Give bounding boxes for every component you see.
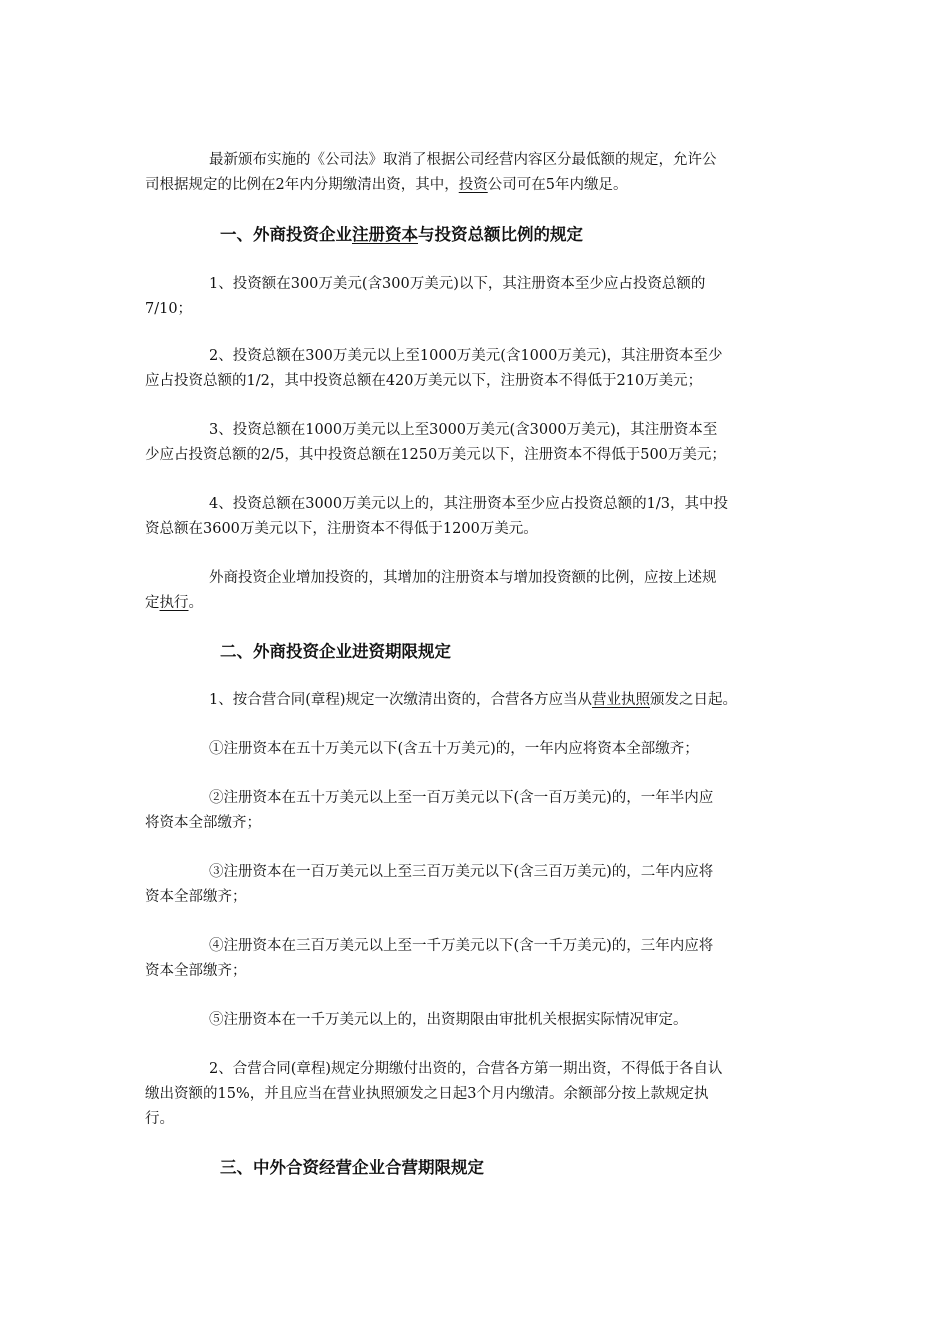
text-line: 资本全部缴齐； <box>145 889 247 905</box>
section1-item-1 <box>145 272 825 322</box>
heading-text: 一、外商投资企业 <box>220 225 352 244</box>
text-span: 颁发之日起。 <box>650 692 738 708</box>
text-line: ②注册资本在五十万美元以上至一百万美元以下(含一百万美元)的，一年半内应 <box>209 790 714 806</box>
heading-text: 与投资总额比例的规定 <box>418 225 583 244</box>
text-line: 将资本全部缴齐； <box>145 815 261 831</box>
text-line: 7/10； <box>145 301 193 317</box>
text-line: 4、投资总额在3000万美元以上的，其注册资本至少应占投资总额的1/3，其中投 <box>209 496 728 512</box>
text-span: 定 <box>145 595 160 611</box>
text-line: 行。 <box>145 1111 174 1127</box>
text-span: 。 <box>188 595 203 611</box>
registered-capital-link[interactable]: 注册资本 <box>352 225 418 244</box>
text-line: ⑤注册资本在一千万美元以上的，出资期限由审批机关根据实际情况审定。 <box>209 1012 688 1028</box>
section2-subitem-3 <box>145 860 825 910</box>
text-line: 应占投资总额的1/2，其中投资总额在420万美元以下，注册资本不得低于210万美元； <box>145 373 703 389</box>
text-span: 公司可在5年内缴足。 <box>487 177 628 193</box>
text-line <box>145 591 825 616</box>
execute-link[interactable]: 执行 <box>159 595 189 611</box>
text-line: 1、投资额在300万美元(含300万美元)以下，其注册资本至少应占投资总额的 <box>209 276 706 292</box>
section2-item-1 <box>145 688 825 713</box>
text-line: 资总额在3600万美元以下，注册资本不得低于1200万美元。 <box>145 521 538 537</box>
text-line <box>145 688 825 713</box>
text-line: 最新颁布实施的《公司法》取消了根据公司经营内容区分最低额的规定，允许公 <box>209 152 717 168</box>
section1-item-3 <box>145 418 825 468</box>
section3-heading: 三、中外合资经营企业合营期限规定 <box>220 1158 484 1177</box>
text-line: ③注册资本在一百万美元以上至三百万美元以下(含三百万美元)的，二年内应将 <box>209 864 714 880</box>
text-line <box>145 173 825 198</box>
section1-heading <box>220 222 583 248</box>
text-line: 少应占投资总额的2/5，其中投资总额在1250万美元以下，注册资本不得低于500万美元； <box>145 447 726 463</box>
section2-heading: 二、外商投资企业进资期限规定 <box>220 642 451 661</box>
intro-paragraph <box>145 148 825 198</box>
text-span: 司根据规定的比例在2年内分期缴清出资，其中， <box>145 177 459 193</box>
text-line: 2、合营合同(章程)规定分期缴付出资的，合营各方第一期出资，不得低于各自认 <box>209 1061 723 1077</box>
section1-item-4 <box>145 492 825 542</box>
text-line: 资本全部缴齐； <box>145 963 247 979</box>
text-line: ①注册资本在五十万美元以下(含五十万美元)的，一年内应将资本全部缴齐； <box>209 741 699 757</box>
section2-subitem-4 <box>145 934 825 984</box>
text-line: 缴出资额的15%，并且应当在营业执照颁发之日起3个月内缴清。余额部分按上款规定执 <box>145 1086 709 1102</box>
text-line: 3、投资总额在1000万美元以上至3000万美元(含3000万美元)，其注册资本至 <box>209 422 718 438</box>
investment-link[interactable]: 投资 <box>458 177 488 193</box>
text-line: 外商投资企业增加投资的，其增加的注册资本与增加投资额的比例，应按上述规 <box>209 570 717 586</box>
section2-subitem-1 <box>145 737 825 762</box>
business-license-link[interactable]: 营业执照 <box>592 692 651 708</box>
section1-item-2 <box>145 344 825 394</box>
section1-note <box>145 566 825 616</box>
text-line: ④注册资本在三百万美元以上至一千万美元以下(含一千万美元)的，三年内应将 <box>209 938 714 954</box>
section2-subitem-5 <box>145 1008 825 1033</box>
section2-subitem-2 <box>145 786 825 836</box>
section2-item-2 <box>145 1057 825 1132</box>
text-span: 1、按合营合同(章程)规定一次缴清出资的，合营各方应当从 <box>209 692 593 708</box>
text-line: 2、投资总额在300万美元以上至1000万美元(含1000万美元)，其注册资本至少 <box>209 348 723 364</box>
